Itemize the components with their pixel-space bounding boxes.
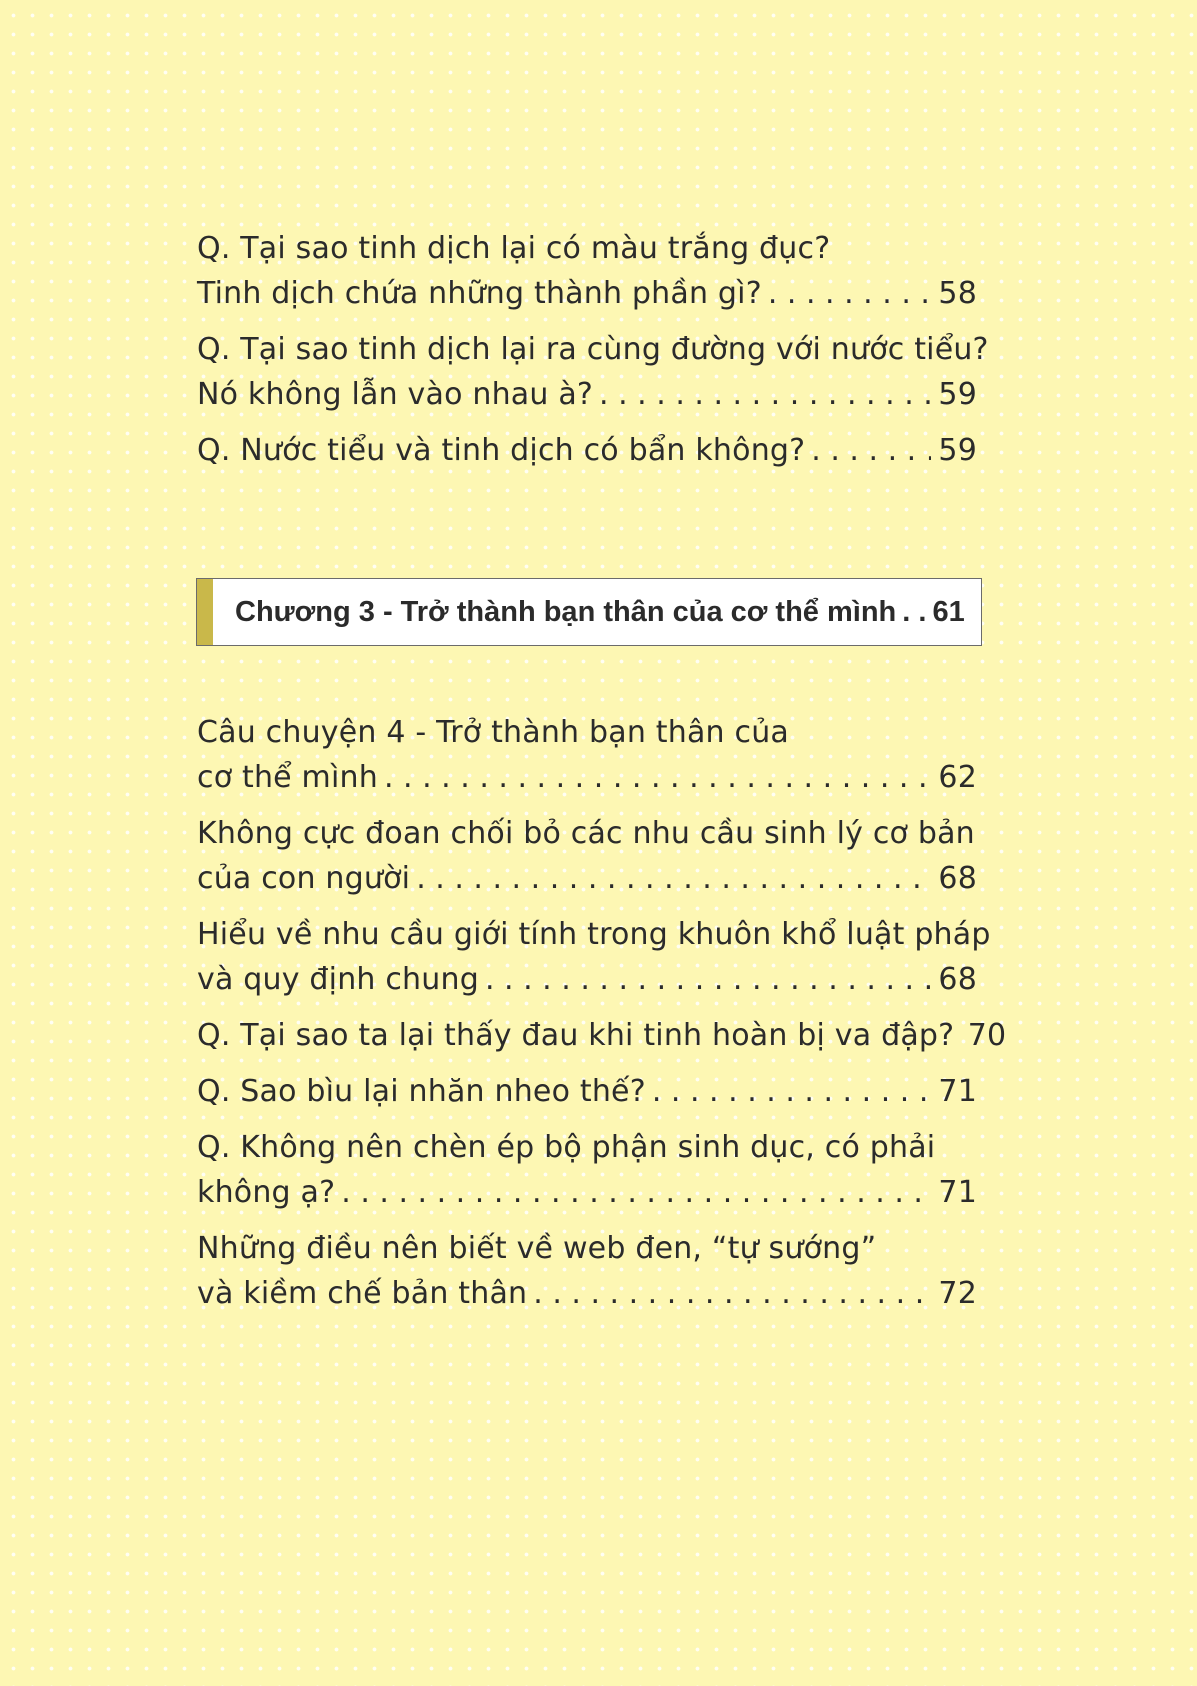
toc-page-number: 68	[938, 861, 977, 896]
toc-entry-line1: Q. Tại sao tinh dịch lại ra cùng đường với nước tiểu?	[197, 332, 989, 367]
toc-entry[interactable]	[197, 811, 977, 901]
chapter-heading[interactable]	[196, 578, 982, 646]
toc-entry-lastline	[197, 755, 977, 800]
toc-entry-lastline	[197, 957, 977, 1002]
toc-entry-text: Nó không lẫn vào nhau à?	[197, 377, 594, 412]
toc-entry[interactable]	[197, 1226, 977, 1316]
toc-entry-lastline	[197, 271, 977, 316]
chapter-dot-leader: . .	[902, 595, 927, 628]
chapter-title: Chương 3 - Trở thành bạn thân của cơ thể mình	[235, 595, 897, 628]
toc-entry[interactable]	[197, 226, 977, 316]
dot-leader	[384, 755, 931, 800]
toc-page-number: 58	[938, 276, 977, 311]
toc-entry-text: Q. Tại sao ta lại thấy đau khi tinh hoàn bị va đập?	[197, 1018, 955, 1053]
toc-bottom-group	[197, 710, 1007, 1327]
toc-page-number: 72	[938, 1276, 977, 1311]
toc-entry-line1: Hiểu về nhu cầu giới tính trong khuôn khổ luật pháp	[197, 917, 991, 952]
dot-leader	[652, 1069, 931, 1114]
toc-entry-line1: Những điều nên biết về web đen, “tự sướng”	[197, 1231, 877, 1266]
toc-entry-text: Q. Nước tiểu và tinh dịch có bẩn không?	[197, 433, 806, 468]
toc-entry-text: cơ thể mình	[197, 760, 378, 795]
toc-entry[interactable]	[197, 912, 991, 1002]
toc-entry[interactable]	[197, 327, 989, 417]
toc-page-number: 62	[938, 760, 977, 795]
toc-entry-lastline	[197, 1271, 977, 1316]
toc-top-group	[197, 226, 989, 484]
toc-page-number: 71	[938, 1175, 977, 1210]
toc-entry-line1: Q. Không nên chèn ép bộ phận sinh dục, có phải	[197, 1130, 936, 1165]
toc-entry[interactable]	[197, 1125, 977, 1215]
toc-entry-lastline	[197, 1069, 977, 1114]
toc-entry-text: của con người	[197, 861, 411, 896]
toc-entry-line1: Q. Tại sao tinh dịch lại có màu trắng đục?	[197, 231, 831, 266]
chapter-page-number: 61	[932, 595, 965, 628]
toc-entry-text: Tinh dịch chứa những thành phần gì?	[197, 276, 762, 311]
toc-entry[interactable]	[197, 1013, 1007, 1058]
dot-leader	[416, 856, 931, 901]
toc-entry[interactable]	[197, 1069, 977, 1114]
toc-entry-text: Q. Sao bìu lại nhăn nheo thế?	[197, 1074, 646, 1109]
toc-entry-text: và kiềm chế bản thân	[197, 1276, 528, 1311]
toc-entry[interactable]	[197, 428, 977, 473]
toc-entry-lastline	[197, 428, 977, 473]
dot-leader	[768, 271, 931, 316]
toc-entry[interactable]	[197, 710, 977, 800]
chapter-heading-text	[213, 596, 965, 629]
toc-entry-text: không ạ?	[197, 1175, 336, 1210]
toc-page-number: 70	[967, 1018, 1007, 1053]
chapter-accent-bar	[197, 579, 213, 645]
toc-entry-line1: Không cực đoan chối bỏ các nhu cầu sinh lý cơ bản	[197, 816, 975, 851]
toc-entry-lastline	[197, 1013, 1007, 1058]
dot-leader	[811, 428, 931, 473]
toc-entry-lastline	[197, 1170, 977, 1215]
dot-leader	[599, 372, 931, 417]
toc-entry-lastline	[197, 372, 977, 417]
dot-leader	[485, 957, 931, 1002]
toc-entry-text: và quy định chung	[197, 962, 479, 997]
toc-entry-line1: Câu chuyện 4 - Trở thành bạn thân của	[197, 715, 789, 750]
toc-page-number: 71	[938, 1074, 977, 1109]
toc-entry-lastline	[197, 856, 977, 901]
toc-page-number: 59	[938, 433, 977, 468]
dot-leader	[341, 1170, 931, 1215]
toc-page-number: 59	[938, 377, 977, 412]
dot-leader	[533, 1271, 931, 1316]
toc-page-number: 68	[938, 962, 977, 997]
